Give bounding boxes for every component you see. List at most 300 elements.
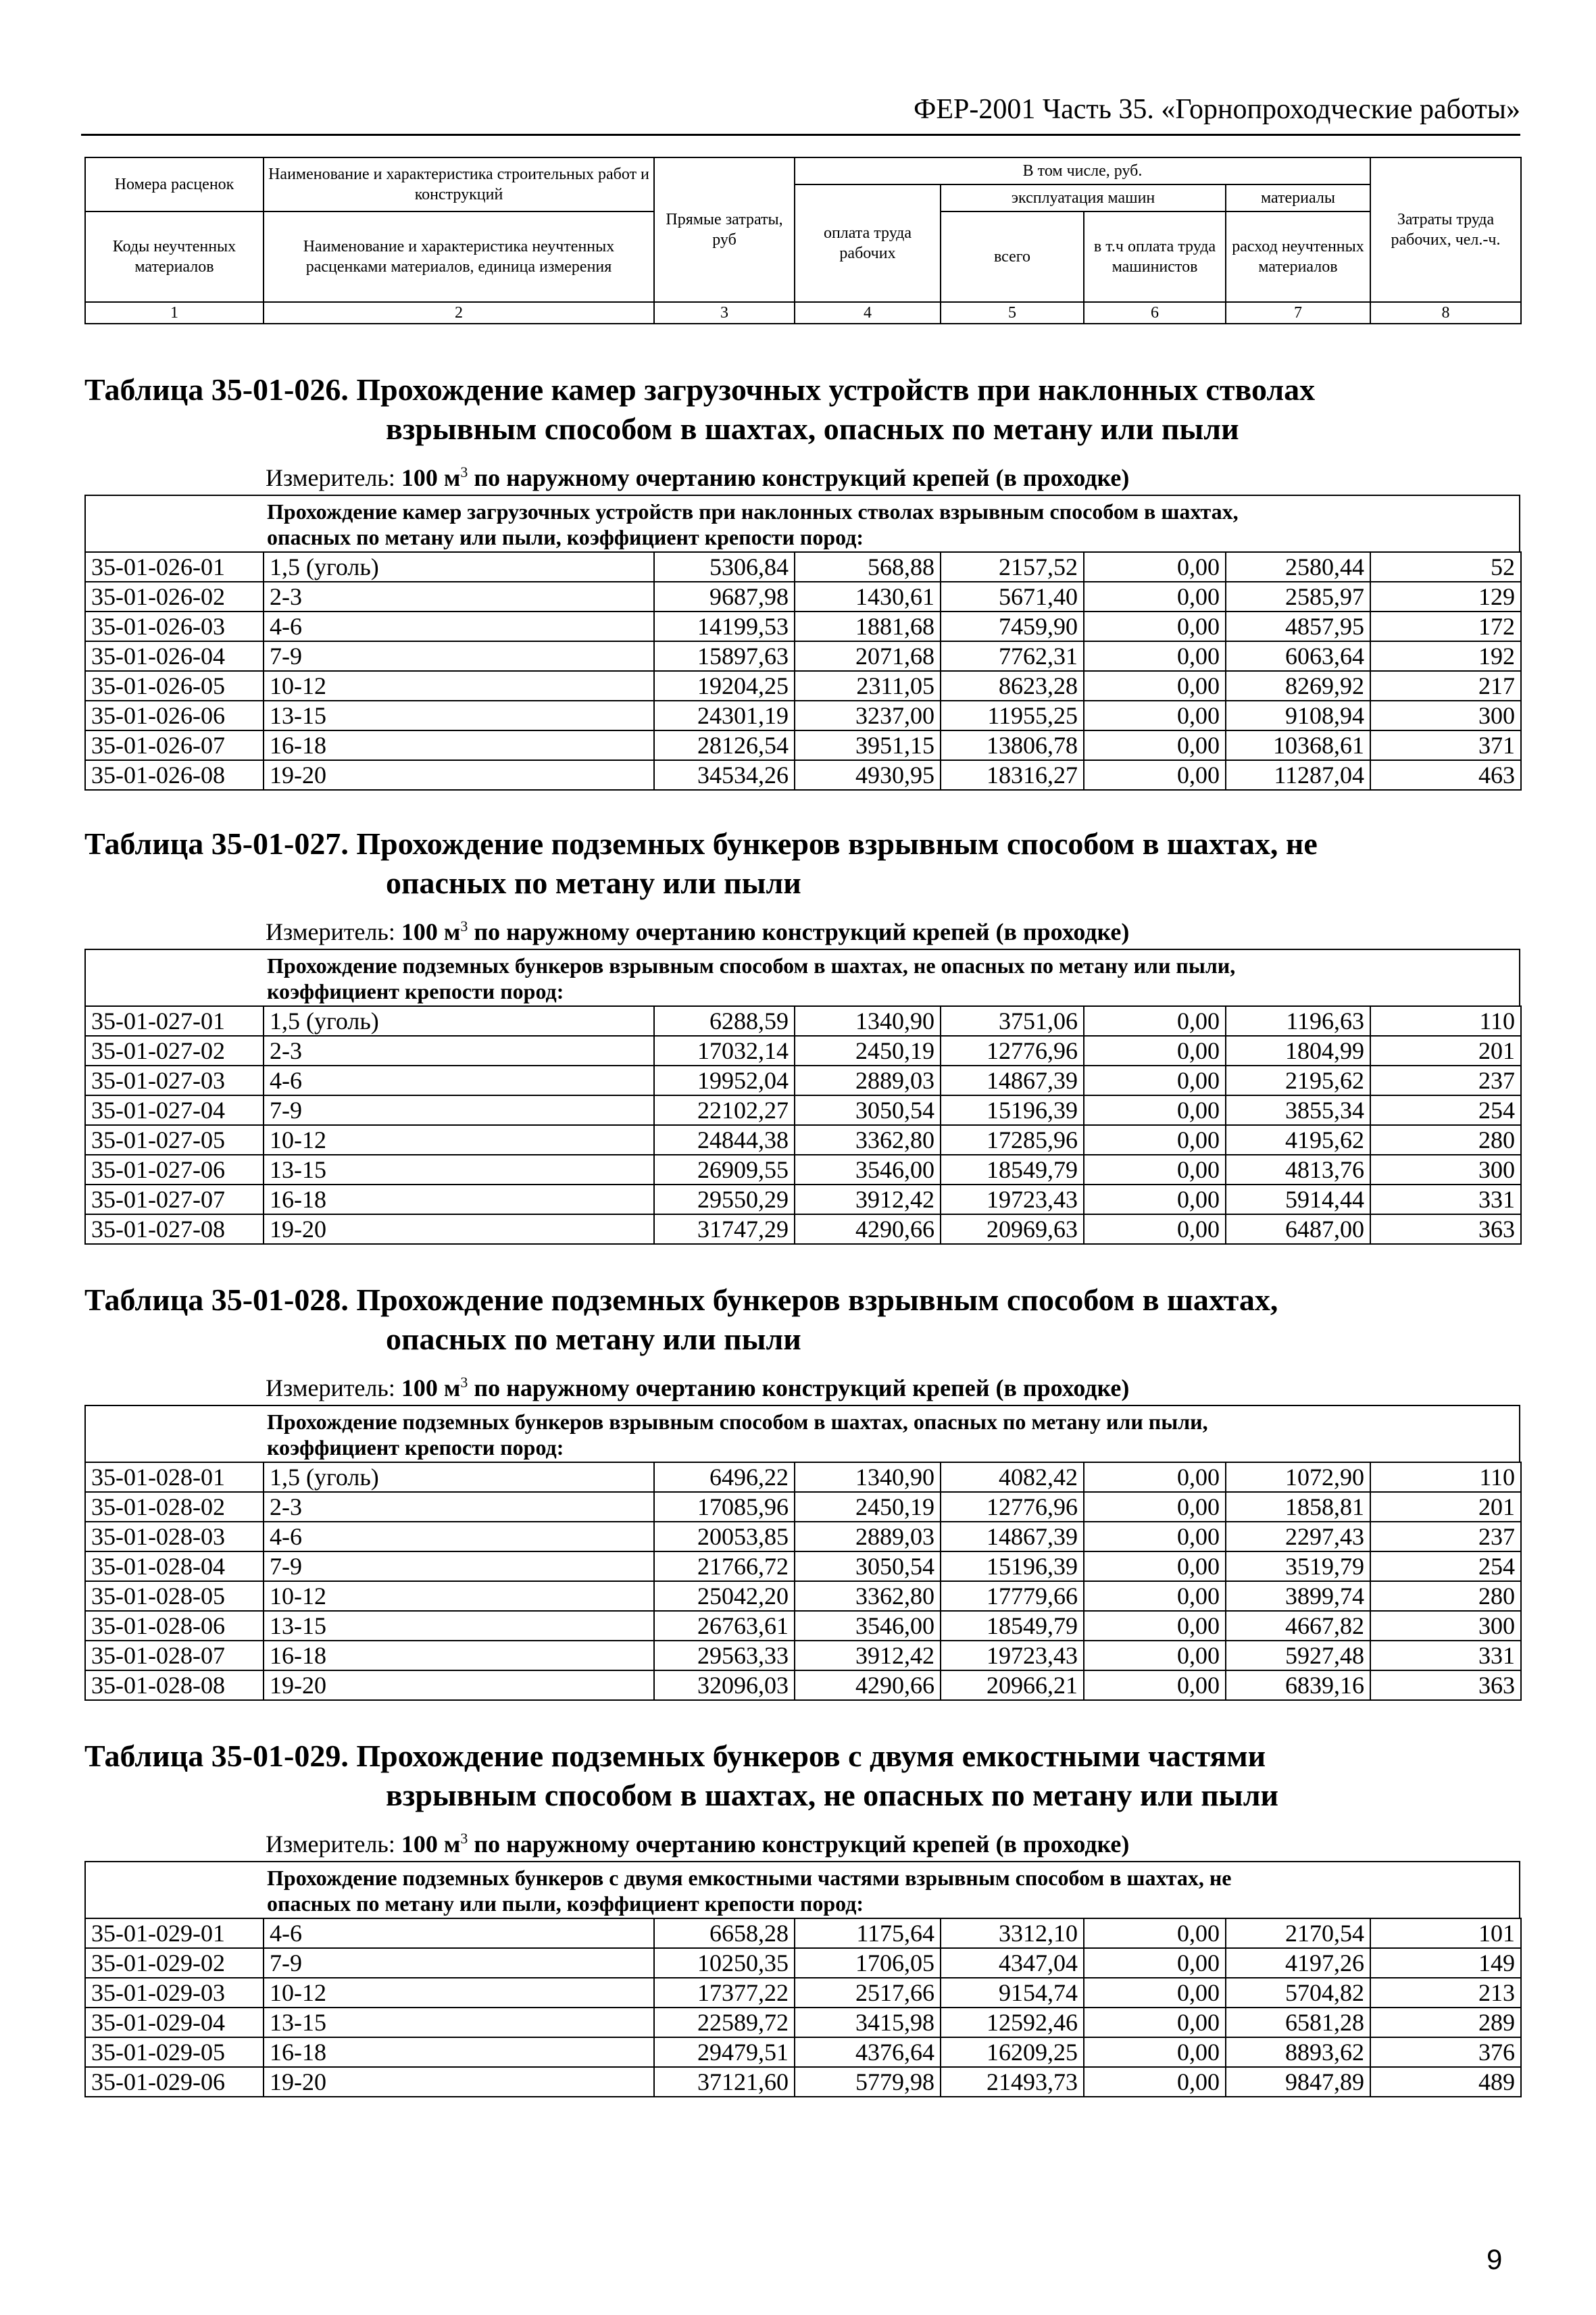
cell-rate-code: 35-01-026-08 [85, 760, 264, 790]
cell-wages: 1340,90 [795, 1462, 941, 1492]
cell-machines-total: 13806,78 [941, 730, 1084, 760]
cell-rate-code: 35-01-027-05 [85, 1125, 264, 1155]
cell-direct-costs: 19952,04 [654, 1066, 795, 1095]
table-row [85, 1670, 1521, 1700]
table-row [85, 1581, 1521, 1611]
cell-materials: 6487,00 [1226, 1214, 1370, 1244]
cell-labor-hours: 363 [1370, 1670, 1521, 1700]
table-title [84, 824, 1520, 903]
cell-wages: 1175,64 [795, 1918, 941, 1948]
table-row [85, 1155, 1521, 1185]
cell-labor-hours: 300 [1370, 701, 1521, 730]
cell-machines-total: 19723,43 [941, 1185, 1084, 1214]
cell-rock-hardness: 1,5 (уголь) [264, 1462, 654, 1492]
cell-labor-hours: 489 [1370, 2067, 1521, 2097]
measure-exponent: 3 [460, 918, 468, 935]
cell-machinist-wages: 0,00 [1084, 1670, 1226, 1700]
cell-machines-total: 4347,04 [941, 1948, 1084, 1978]
cell-wages: 3237,00 [795, 701, 941, 730]
cell-rock-hardness: 19-20 [264, 1670, 654, 1700]
cell-wages: 1430,61 [795, 582, 941, 612]
cell-wages: 3951,15 [795, 730, 941, 760]
measure-prefix: Измеритель: [266, 918, 395, 945]
cell-machinist-wages: 0,00 [1084, 1214, 1226, 1244]
col-number: 8 [1370, 302, 1521, 324]
col-number: 4 [795, 302, 941, 324]
cell-machinist-wages: 0,00 [1084, 1641, 1226, 1670]
measure-exponent: 3 [460, 464, 468, 480]
cell-rate-code: 35-01-026-07 [85, 730, 264, 760]
table-row [85, 1095, 1521, 1125]
cell-rock-hardness: 13-15 [264, 2008, 654, 2037]
cell-wages: 2450,19 [795, 1036, 941, 1066]
table-row [85, 1522, 1521, 1551]
col-number: 6 [1084, 302, 1226, 324]
measure-value: 100 м [401, 464, 461, 491]
cell-rock-hardness: 10-12 [264, 1125, 654, 1155]
table-title-rest: взрывным способом в шахтах, не опасных по метану или пыли [386, 1778, 1279, 1812]
cell-materials: 8893,62 [1226, 2037, 1370, 2067]
table-row [85, 1918, 1521, 1948]
measure-prefix: Измеритель: [266, 464, 395, 491]
cell-rock-hardness: 7-9 [264, 1948, 654, 1978]
cell-materials: 2580,44 [1226, 552, 1370, 582]
cell-machines-total: 4082,42 [941, 1462, 1084, 1492]
cell-rate-code: 35-01-026-01 [85, 552, 264, 582]
cell-machinist-wages: 0,00 [1084, 1066, 1226, 1095]
measure-description: по наружному очертанию конструкций крепей (в проходке) [474, 1831, 1130, 1858]
table-row [85, 1462, 1521, 1492]
cell-machinist-wages: 0,00 [1084, 641, 1226, 671]
cell-machines-total: 14867,39 [941, 1066, 1084, 1095]
cell-wages: 3912,42 [795, 1185, 941, 1214]
cell-labor-hours: 331 [1370, 1185, 1521, 1214]
cell-machinist-wages: 0,00 [1084, 1611, 1226, 1641]
price-table-section [84, 1280, 1520, 1701]
col-material-name: Наименование и характеристика неучтенных расценками материалов, единица измерения [264, 211, 654, 302]
cell-labor-hours: 110 [1370, 1006, 1521, 1036]
table-row [85, 760, 1521, 790]
table-row [85, 1066, 1521, 1095]
cell-materials: 3855,34 [1226, 1095, 1370, 1125]
cell-wages: 3050,54 [795, 1551, 941, 1581]
cell-wages: 3415,98 [795, 2008, 941, 2037]
cell-direct-costs: 37121,60 [654, 2067, 795, 2097]
cell-machinist-wages: 0,00 [1084, 1551, 1226, 1581]
col-machines-total: всего [941, 211, 1084, 302]
cell-direct-costs: 21766,72 [654, 1551, 795, 1581]
cell-wages: 2889,03 [795, 1066, 941, 1095]
cell-rock-hardness: 1,5 (уголь) [264, 1006, 654, 1036]
cell-direct-costs: 20053,85 [654, 1522, 795, 1551]
table-row [85, 612, 1521, 641]
cell-rate-code: 35-01-029-01 [85, 1918, 264, 1948]
cell-labor-hours: 331 [1370, 1641, 1521, 1670]
cell-wages: 1340,90 [795, 1006, 941, 1036]
table-title [84, 1737, 1520, 1815]
cell-materials: 5927,48 [1226, 1641, 1370, 1670]
page-number: 9 [1487, 2243, 1503, 2275]
cell-machinist-wages: 0,00 [1084, 1948, 1226, 1978]
cell-direct-costs: 24301,19 [654, 701, 795, 730]
table-row [85, 1641, 1521, 1670]
cell-machines-total: 17285,96 [941, 1125, 1084, 1155]
cell-labor-hours: 300 [1370, 1611, 1521, 1641]
work-description-line: Прохождение подземных бункеров с двумя емкостными частями взрывным способом в шахтах, не [267, 1866, 1232, 1890]
cell-direct-costs: 22589,72 [654, 2008, 795, 2037]
cell-machines-total: 12592,46 [941, 2008, 1084, 2037]
cell-machines-total: 12776,96 [941, 1492, 1084, 1522]
table-row [85, 1036, 1521, 1066]
cell-wages: 3546,00 [795, 1611, 941, 1641]
table-title-main: Таблица 35-01-026. Прохождение камер загрузочных устройств при наклонных стволах [84, 372, 1316, 407]
cell-wages: 1706,05 [795, 1948, 941, 1978]
cell-direct-costs: 6288,59 [654, 1006, 795, 1036]
table-row [85, 1492, 1521, 1522]
col-number: 5 [941, 302, 1084, 324]
table-row [85, 552, 1521, 582]
cell-machinist-wages: 0,00 [1084, 1155, 1226, 1185]
cell-labor-hours: 300 [1370, 1155, 1521, 1185]
cell-machinist-wages: 0,00 [1084, 612, 1226, 641]
price-table-section [84, 824, 1520, 1245]
cell-materials: 1072,90 [1226, 1462, 1370, 1492]
cell-rock-hardness: 13-15 [264, 1611, 654, 1641]
cell-labor-hours: 101 [1370, 1918, 1521, 1948]
col-wages: оплата труда рабочих [795, 184, 941, 302]
cell-materials: 2195,62 [1226, 1066, 1370, 1095]
cell-rate-code: 35-01-028-07 [85, 1641, 264, 1670]
table-row [85, 1978, 1521, 2008]
cell-materials: 2297,43 [1226, 1522, 1370, 1551]
cell-wages: 2450,19 [795, 1492, 941, 1522]
cell-materials: 6839,16 [1226, 1670, 1370, 1700]
table-row [85, 1948, 1521, 1978]
measure-prefix: Измеритель: [266, 1374, 395, 1401]
cell-rock-hardness: 13-15 [264, 1155, 654, 1185]
table-title-rest: опасных по метану или пыли [386, 866, 801, 900]
work-description [84, 495, 1520, 551]
table-title-rest: опасных по метану или пыли [386, 1322, 801, 1356]
cell-wages: 4290,66 [795, 1214, 941, 1244]
table-row [85, 2067, 1521, 2097]
cell-rate-code: 35-01-026-05 [85, 671, 264, 701]
cell-rate-code: 35-01-027-08 [85, 1214, 264, 1244]
cell-materials: 6063,64 [1226, 641, 1370, 671]
cell-machinist-wages: 0,00 [1084, 1036, 1226, 1066]
cell-rate-code: 35-01-028-01 [85, 1462, 264, 1492]
cell-machines-total: 2157,52 [941, 552, 1084, 582]
cell-machines-total: 9154,74 [941, 1978, 1084, 2008]
cell-direct-costs: 17377,22 [654, 1978, 795, 2008]
table-title [84, 1280, 1520, 1359]
cell-machinist-wages: 0,00 [1084, 1492, 1226, 1522]
cell-rate-code: 35-01-029-06 [85, 2067, 264, 2097]
cell-labor-hours: 254 [1370, 1551, 1521, 1581]
measure-unit [84, 1368, 1520, 1402]
cell-direct-costs: 22102,27 [654, 1095, 795, 1125]
cell-rate-code: 35-01-029-02 [85, 1948, 264, 1978]
cell-labor-hours: 363 [1370, 1214, 1521, 1244]
cell-wages: 4376,64 [795, 2037, 941, 2067]
cell-wages: 1881,68 [795, 612, 941, 641]
col-machinist-wages: в т.ч оплата труда машинистов [1084, 211, 1226, 302]
measure-value: 100 м [401, 1831, 461, 1858]
col-group-total: В том числе, руб. [795, 157, 1370, 184]
measure-description: по наружному очертанию конструкций крепей (в проходке) [474, 464, 1130, 491]
cell-direct-costs: 32096,03 [654, 1670, 795, 1700]
cell-machinist-wages: 0,00 [1084, 552, 1226, 582]
cell-labor-hours: 463 [1370, 760, 1521, 790]
cell-direct-costs: 31747,29 [654, 1214, 795, 1244]
col-group-materials: материалы [1226, 184, 1370, 211]
work-description-line: коэффициент крепости пород: [267, 979, 564, 1003]
cell-materials: 8269,92 [1226, 671, 1370, 701]
cell-labor-hours: 237 [1370, 1066, 1521, 1095]
cell-rate-code: 35-01-027-01 [85, 1006, 264, 1036]
cell-machinist-wages: 0,00 [1084, 2008, 1226, 2037]
cell-direct-costs: 28126,54 [654, 730, 795, 760]
cell-rock-hardness: 16-18 [264, 1185, 654, 1214]
measure-value: 100 м [401, 918, 461, 945]
cell-rate-code: 35-01-028-06 [85, 1611, 264, 1641]
cell-direct-costs: 6658,28 [654, 1918, 795, 1948]
cell-labor-hours: 172 [1370, 612, 1521, 641]
col-labor-hours: Затраты труда рабочих, чел.-ч. [1370, 157, 1521, 302]
rates-table [84, 1005, 1522, 1245]
cell-labor-hours: 237 [1370, 1522, 1521, 1551]
cell-labor-hours: 149 [1370, 1948, 1521, 1978]
cell-machines-total: 7459,90 [941, 612, 1084, 641]
cell-labor-hours: 280 [1370, 1581, 1521, 1611]
cell-rock-hardness: 16-18 [264, 1641, 654, 1670]
table-title [84, 370, 1520, 449]
cell-rock-hardness: 19-20 [264, 760, 654, 790]
price-table-section [84, 370, 1520, 791]
cell-direct-costs: 29479,51 [654, 2037, 795, 2067]
cell-machines-total: 21493,73 [941, 2067, 1084, 2097]
cell-machinist-wages: 0,00 [1084, 1522, 1226, 1551]
cell-rate-code: 35-01-026-02 [85, 582, 264, 612]
table-row [85, 2037, 1521, 2067]
cell-labor-hours: 371 [1370, 730, 1521, 760]
cell-rate-code: 35-01-027-03 [85, 1066, 264, 1095]
rates-table [84, 551, 1522, 791]
cell-materials: 6581,28 [1226, 2008, 1370, 2037]
cell-machinist-wages: 0,00 [1084, 671, 1226, 701]
measure-exponent: 3 [460, 1830, 468, 1847]
cell-rate-code: 35-01-026-06 [85, 701, 264, 730]
cell-labor-hours: 280 [1370, 1125, 1521, 1155]
table-title-main: Таблица 35-01-028. Прохождение подземных бункеров взрывным способом в шахтах, [84, 1283, 1278, 1317]
cell-materials: 5704,82 [1226, 1978, 1370, 2008]
col-number: 7 [1226, 302, 1370, 324]
cell-rate-code: 35-01-027-07 [85, 1185, 264, 1214]
cell-machinist-wages: 0,00 [1084, 1918, 1226, 1948]
cell-rock-hardness: 4-6 [264, 1066, 654, 1095]
cell-machinist-wages: 0,00 [1084, 2037, 1226, 2067]
cell-rock-hardness: 16-18 [264, 730, 654, 760]
cell-wages: 4930,95 [795, 760, 941, 790]
cell-labor-hours: 289 [1370, 2008, 1521, 2037]
cell-direct-costs: 6496,22 [654, 1462, 795, 1492]
cell-materials: 3519,79 [1226, 1551, 1370, 1581]
cell-machinist-wages: 0,00 [1084, 701, 1226, 730]
col-material-codes: Коды неучтенных материалов [85, 211, 264, 302]
cell-machines-total: 18549,79 [941, 1155, 1084, 1185]
cell-labor-hours: 254 [1370, 1095, 1521, 1125]
cell-machines-total: 14867,39 [941, 1522, 1084, 1551]
cell-wages: 3912,42 [795, 1641, 941, 1670]
cell-labor-hours: 110 [1370, 1462, 1521, 1492]
cell-direct-costs: 19204,25 [654, 671, 795, 701]
cell-rock-hardness: 19-20 [264, 2067, 654, 2097]
work-description [84, 1405, 1520, 1462]
cell-rate-code: 35-01-028-05 [85, 1581, 264, 1611]
cell-machines-total: 17779,66 [941, 1581, 1084, 1611]
measure-unit [84, 458, 1520, 492]
cell-rate-code: 35-01-027-04 [85, 1095, 264, 1125]
cell-rate-code: 35-01-029-03 [85, 1978, 264, 2008]
rates-table [84, 1462, 1522, 1701]
cell-rate-code: 35-01-028-02 [85, 1492, 264, 1522]
table-row [85, 1125, 1521, 1155]
cell-labor-hours: 213 [1370, 1978, 1521, 2008]
work-description-line: опасных по метану или пыли, коэффициент крепости пород: [267, 525, 864, 549]
cell-direct-costs: 29563,33 [654, 1641, 795, 1670]
cell-machinist-wages: 0,00 [1084, 1978, 1226, 2008]
cell-materials: 4197,26 [1226, 1948, 1370, 1978]
cell-labor-hours: 129 [1370, 582, 1521, 612]
cell-machinist-wages: 0,00 [1084, 1581, 1226, 1611]
col-rate-numbers: Номера расценок [85, 157, 264, 211]
cell-machines-total: 15196,39 [941, 1551, 1084, 1581]
cell-machines-total: 15196,39 [941, 1095, 1084, 1125]
col-direct-costs: Прямые затраты, руб [654, 157, 795, 302]
cell-direct-costs: 15897,63 [654, 641, 795, 671]
cell-materials: 5914,44 [1226, 1185, 1370, 1214]
cell-rate-code: 35-01-028-03 [85, 1522, 264, 1551]
work-description-line: опасных по метану или пыли, коэффициент крепости пород: [267, 1891, 864, 1916]
cell-materials: 10368,61 [1226, 730, 1370, 760]
cell-machines-total: 11955,25 [941, 701, 1084, 730]
cell-rate-code: 35-01-028-04 [85, 1551, 264, 1581]
cell-machines-total: 20966,21 [941, 1670, 1084, 1700]
col-group-machines: эксплуатация машин [941, 184, 1226, 211]
cell-wages: 3546,00 [795, 1155, 941, 1185]
work-description [84, 1861, 1520, 1918]
cell-direct-costs: 25042,20 [654, 1581, 795, 1611]
col-materials-usage: расход неучтенных материалов [1226, 211, 1370, 302]
cell-rock-hardness: 7-9 [264, 641, 654, 671]
price-table-section [84, 1737, 1520, 2097]
cell-materials: 2585,97 [1226, 582, 1370, 612]
work-description-line: коэффициент крепости пород: [267, 1435, 564, 1460]
cell-machines-total: 19723,43 [941, 1641, 1084, 1670]
cell-direct-costs: 14199,53 [654, 612, 795, 641]
cell-rock-hardness: 16-18 [264, 2037, 654, 2067]
table-row [85, 1185, 1521, 1214]
cell-machinist-wages: 0,00 [1084, 760, 1226, 790]
cell-labor-hours: 217 [1370, 671, 1521, 701]
table-title-main: Таблица 35-01-029. Прохождение подземных бункеров с двумя емкостными частями [84, 1739, 1266, 1773]
cell-rock-hardness: 10-12 [264, 1581, 654, 1611]
cell-rock-hardness: 7-9 [264, 1551, 654, 1581]
cell-rock-hardness: 19-20 [264, 1214, 654, 1244]
cell-rock-hardness: 4-6 [264, 1522, 654, 1551]
work-description-line: Прохождение подземных бункеров взрывным способом в шахтах, опасных по метану или пыли, [267, 1410, 1208, 1434]
cell-wages: 2517,66 [795, 1978, 941, 2008]
cell-rate-code: 35-01-026-03 [85, 612, 264, 641]
cell-wages: 2071,68 [795, 641, 941, 671]
cell-materials: 9108,94 [1226, 701, 1370, 730]
cell-wages: 5779,98 [795, 2067, 941, 2097]
cell-rate-code: 35-01-028-08 [85, 1670, 264, 1700]
cell-wages: 3362,80 [795, 1581, 941, 1611]
table-row [85, 671, 1521, 701]
column-header-table [84, 157, 1522, 324]
cell-direct-costs: 34534,26 [654, 760, 795, 790]
measure-exponent: 3 [460, 1374, 468, 1391]
table-row [85, 1611, 1521, 1641]
cell-machinist-wages: 0,00 [1084, 2067, 1226, 2097]
cell-machines-total: 18316,27 [941, 760, 1084, 790]
cell-machines-total: 3312,10 [941, 1918, 1084, 1948]
cell-wages: 2889,03 [795, 1522, 941, 1551]
cell-materials: 1858,81 [1226, 1492, 1370, 1522]
cell-rate-code: 35-01-026-04 [85, 641, 264, 671]
cell-rate-code: 35-01-029-05 [85, 2037, 264, 2067]
cell-machinist-wages: 0,00 [1084, 1006, 1226, 1036]
measure-unit [84, 912, 1520, 946]
col-number: 2 [264, 302, 654, 324]
cell-labor-hours: 376 [1370, 2037, 1521, 2067]
cell-materials: 9847,89 [1226, 2067, 1370, 2097]
measure-value: 100 м [401, 1374, 461, 1401]
cell-materials: 1804,99 [1226, 1036, 1370, 1066]
cell-direct-costs: 9687,98 [654, 582, 795, 612]
cell-materials: 4857,95 [1226, 612, 1370, 641]
cell-machines-total: 16209,25 [941, 2037, 1084, 2067]
cell-machines-total: 5671,40 [941, 582, 1084, 612]
cell-rock-hardness: 2-3 [264, 1036, 654, 1066]
table-row [85, 1551, 1521, 1581]
cell-wages: 4290,66 [795, 1670, 941, 1700]
table-row [85, 730, 1521, 760]
table-row [85, 641, 1521, 671]
cell-machinist-wages: 0,00 [1084, 1095, 1226, 1125]
cell-wages: 3050,54 [795, 1095, 941, 1125]
cell-rock-hardness: 7-9 [264, 1095, 654, 1125]
cell-rock-hardness: 2-3 [264, 1492, 654, 1522]
cell-machines-total: 3751,06 [941, 1006, 1084, 1036]
col-work-name: Наименование и характеристика строительных работ и конструкций [264, 157, 654, 211]
cell-materials: 4195,62 [1226, 1125, 1370, 1155]
table-row [85, 701, 1521, 730]
cell-machines-total: 7762,31 [941, 641, 1084, 671]
measure-prefix: Измеритель: [266, 1831, 395, 1858]
cell-materials: 11287,04 [1226, 760, 1370, 790]
cell-materials: 4667,82 [1226, 1611, 1370, 1641]
cell-direct-costs: 17085,96 [654, 1492, 795, 1522]
cell-materials: 4813,76 [1226, 1155, 1370, 1185]
cell-machinist-wages: 0,00 [1084, 1462, 1226, 1492]
cell-rock-hardness: 10-12 [264, 1978, 654, 2008]
cell-rock-hardness: 4-6 [264, 612, 654, 641]
cell-rock-hardness: 2-3 [264, 582, 654, 612]
table-row [85, 1006, 1521, 1036]
cell-machinist-wages: 0,00 [1084, 1125, 1226, 1155]
